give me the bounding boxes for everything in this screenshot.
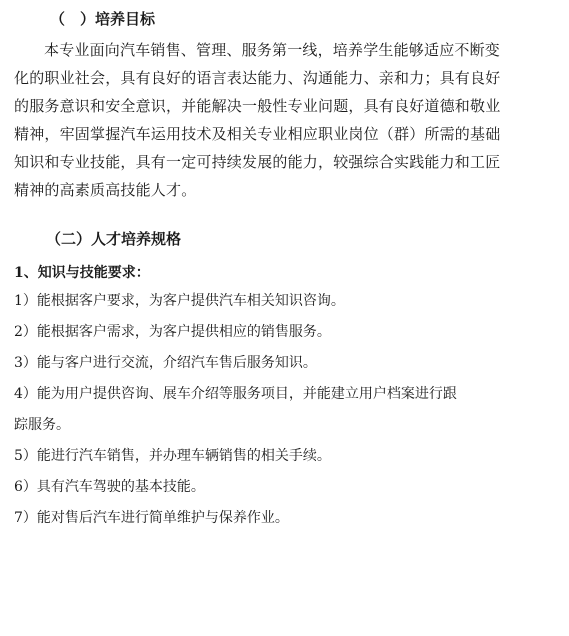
list-item: 踪服务。: [14, 417, 70, 433]
paragraph-line: 精神，牢固掌握汽车运用技术及相关专业相应职业岗位（群）所需的基础: [14, 125, 501, 143]
list-item: 7）能对售后汽车进行简单维护与保养作业。: [14, 510, 289, 526]
training-goal-paragraph: [14, 36, 554, 204]
paragraph-line: 精神的高素质高技能人才。: [14, 181, 197, 199]
list-item: 2）能根据客户需求，为客户提供相应的销售服务。: [14, 324, 331, 340]
subsection-heading-knowledge-skills: 1、知识与技能要求：: [14, 265, 150, 281]
list-item: 3）能与客户进行交流，介绍汽车售后服务知识。: [14, 355, 317, 371]
list-item: 4）能为用户提供咨询、展车介绍等服务项目，并能建立用户档案进行跟: [14, 386, 457, 402]
section-heading-talent-spec: （二）人才培养规格: [46, 230, 182, 248]
list-item: 5）能进行汽车销售，并办理车辆销售的相关手续。: [14, 448, 331, 464]
paragraph-line: 本专业面向汽车销售、管理、服务第一线，培养学生能够适应不断变: [44, 41, 501, 59]
paragraph-line: 化的职业社会，具有良好的语言表达能力、沟通能力、亲和力；具有良好: [14, 69, 501, 87]
list-item: 6）具有汽车驾驶的基本技能。: [14, 479, 205, 495]
section-heading-training-goal: （ ）培养目标: [50, 10, 156, 28]
paragraph-line: 的服务意识和安全意识，并能解决一般性专业问题，具有良好道德和敬业: [14, 97, 501, 115]
requirements-list: [14, 286, 559, 534]
paragraph-line: 知识和专业技能，具有一定可持续发展的能力，较强综合实践能力和工匠: [14, 153, 501, 171]
list-item: 1）能根据客户要求，为客户提供汽车相关知识咨询。: [14, 293, 345, 309]
